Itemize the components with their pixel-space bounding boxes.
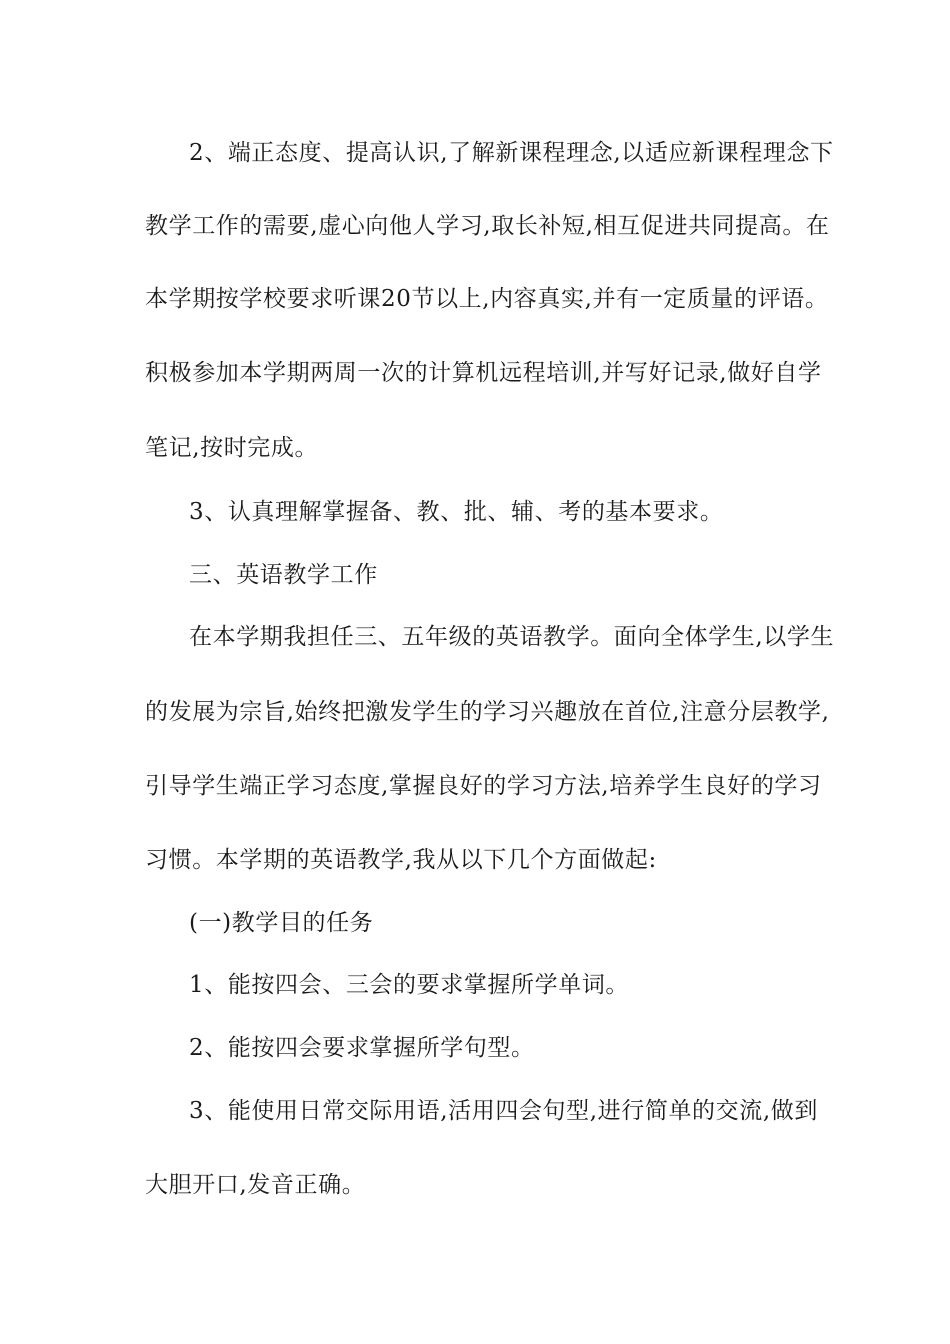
paragraph-line: 积极参加本学期两周一次的计算机远程培训,并写好记录,做好自学 bbox=[145, 360, 822, 386]
paragraph-line: 引导学生端正学习态度,掌握良好的学习方法,培养学生良好的学习 bbox=[145, 773, 822, 799]
paragraph-line: 2、端正态度、提高认识,了解新课程理念,以适应新课程理念下 bbox=[189, 140, 834, 166]
paragraph-line: 在本学期我担任三、五年级的英语教学。面向全体学生,以学生 bbox=[189, 624, 835, 650]
list-item: 2、能按四会要求掌握所学句型。 bbox=[189, 1035, 535, 1061]
paragraph-line: 3、认真理解掌握备、教、批、辅、考的基本要求。 bbox=[189, 499, 724, 525]
section-heading: 三、英语教学工作 bbox=[189, 562, 378, 588]
paragraph-line: 大胆开口,发音正确。 bbox=[145, 1172, 366, 1198]
paragraph-line: 本学期按学校要求听课20节以上,内容真实,并有一定质量的评语。 bbox=[145, 286, 829, 312]
paragraph-line: 的发展为宗旨,始终把激发学生的学习兴趣放在首位,注意分层教学, bbox=[145, 699, 830, 725]
list-item: 3、能使用日常交际用语,活用四会句型,进行简单的交流,做到 bbox=[189, 1098, 818, 1124]
paragraph-line: 笔记,按时完成。 bbox=[145, 435, 319, 461]
subsection-heading: (一)教学目的任务 bbox=[189, 910, 374, 936]
paragraph-line: 习惯。本学期的英语教学,我从以下几个方面做起: bbox=[145, 847, 657, 873]
list-item: 1、能按四会、三会的要求掌握所学单词。 bbox=[189, 972, 630, 998]
paragraph-line: 教学工作的需要,虚心向他人学习,取长补短,相互促进共同提高。在 bbox=[145, 213, 830, 239]
